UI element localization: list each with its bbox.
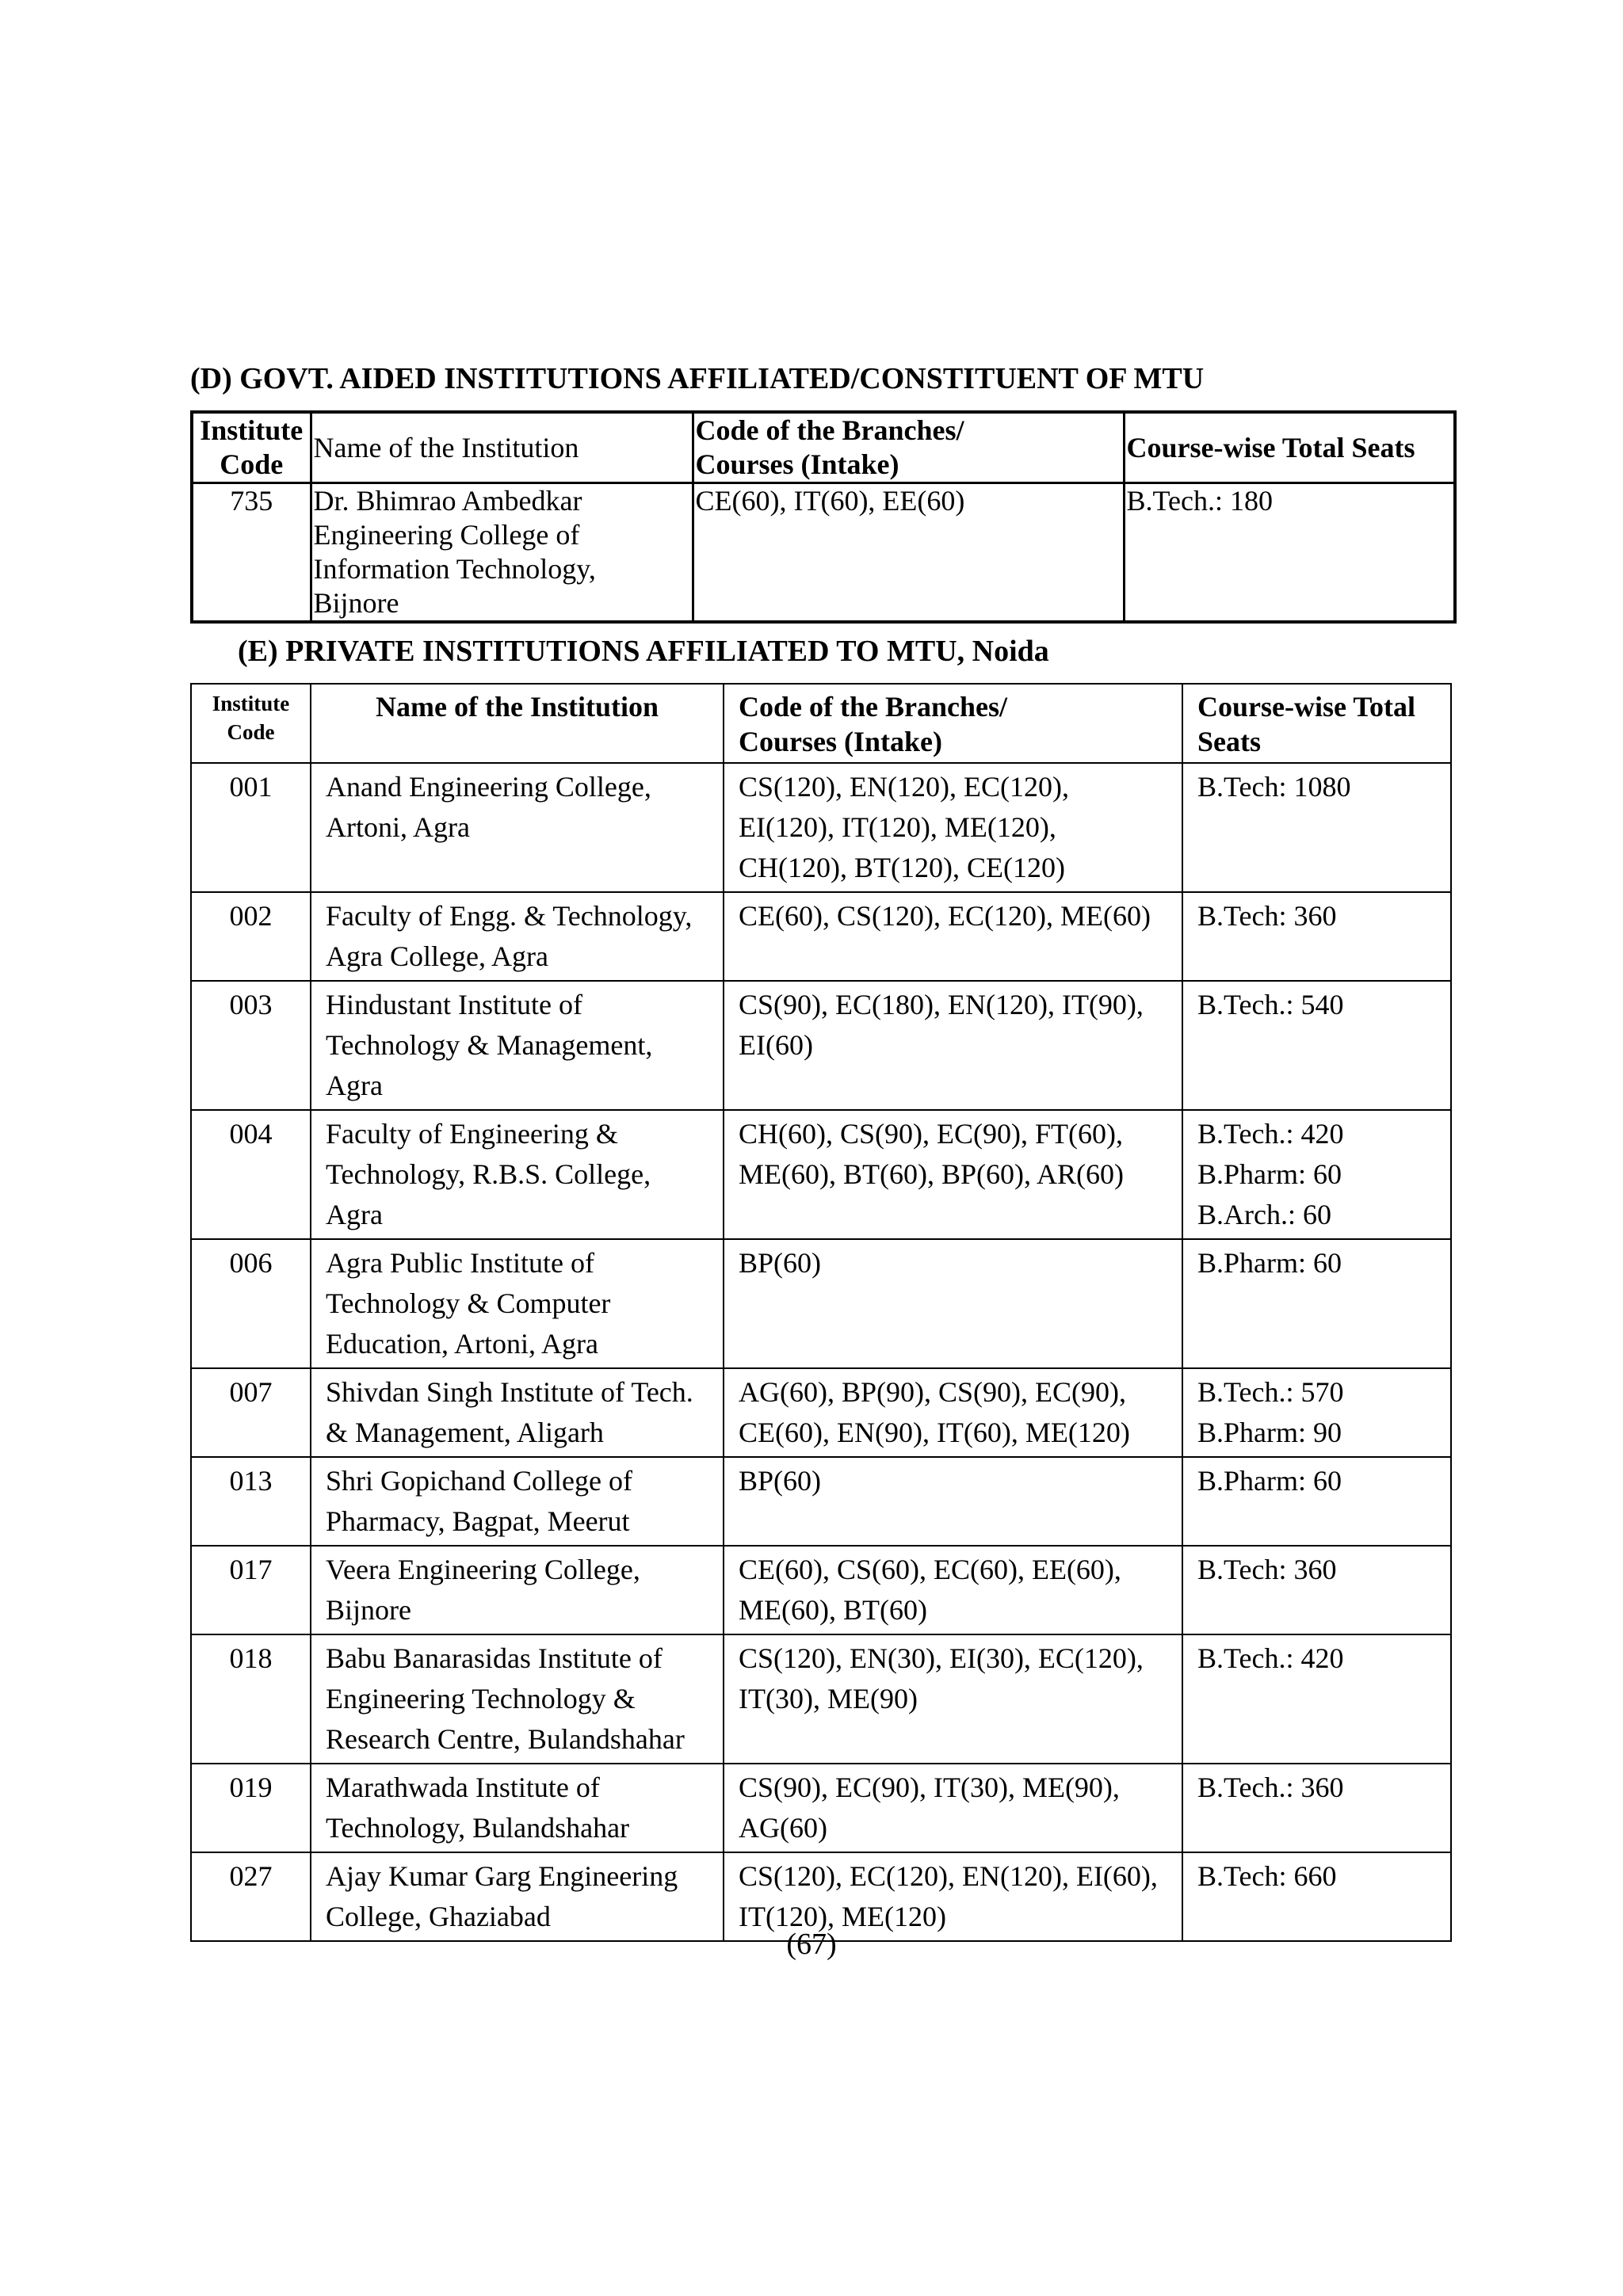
cell-line: CS(120), EN(30), EI(30), EC(120), [739,1642,1144,1674]
total-seats-cell [1182,1457,1451,1546]
institute-code-cell: 004 [191,1110,311,1239]
header-line: Courses (Intake) [695,448,899,480]
cell-line: Technology & Management, [326,1029,653,1061]
total-seats-cell [1182,1546,1451,1634]
govt-aided-institutions-table [190,410,1457,624]
header-total-seats: Course-wise Total Seats [1124,412,1455,483]
cell-line: Technology, R.B.S. College, [326,1158,651,1190]
branch-codes-cell [724,1457,1182,1546]
institute-code-cell: 003 [191,981,311,1110]
cell-line: Information Technology, [313,553,596,585]
header-branch-codes [724,684,1182,763]
cell-line: Marathwada Institute of [326,1772,600,1803]
institution-name-cell [311,1239,724,1368]
cell-line: Artoni, Agra [326,811,470,843]
branch-codes-cell [724,892,1182,981]
cell-line: Hindustant Institute of [326,989,582,1020]
institute-code-cell: 007 [191,1368,311,1457]
table-header-row [192,412,1455,483]
cell-line: Bijnore [326,1594,411,1626]
cell-line: Technology & Computer [326,1287,611,1319]
institution-name-cell [311,1634,724,1764]
cell-line: B.Tech.: 420 [1197,1642,1344,1674]
institution-name-cell [311,1368,724,1457]
total-seats-cell [1182,763,1451,892]
header-line: Institute [200,414,304,446]
cell-line: Babu Banarasidas Institute of [326,1642,663,1674]
cell-line: B.Tech.: 360 [1197,1772,1344,1803]
institution-name-cell [311,1457,724,1546]
cell-line: & Management, Aligarh [326,1417,604,1448]
cell-line: CH(120), BT(120), CE(120) [739,852,1065,883]
table-row [191,1239,1451,1368]
cell-line: B.Tech: 660 [1197,1860,1337,1892]
cell-line: CH(60), CS(90), EC(90), FT(60), [739,1118,1123,1150]
header-line: Institute [212,692,290,715]
header-line: Code [227,720,275,744]
header-line: Courses (Intake) [739,726,942,757]
branch-codes-cell [724,1634,1182,1764]
institute-code-cell: 002 [191,892,311,981]
total-seats-cell [1182,981,1451,1110]
table-row [191,1110,1451,1239]
header-total-seats [1182,684,1451,763]
total-seats-cell [1182,892,1451,981]
cell-line: Technology, Bulandshahar [326,1812,630,1844]
cell-line: B.Tech: 1080 [1197,771,1351,803]
header-line: Code of the Branches/ [739,691,1007,723]
institution-name-cell [311,1546,724,1634]
institute-code-cell: 018 [191,1634,311,1764]
institute-code-cell: 006 [191,1239,311,1368]
institute-code-cell: 735 [192,483,311,623]
total-seats-cell [1182,1368,1451,1457]
cell-line: College, Ghaziabad [326,1901,551,1932]
cell-line: AG(60) [739,1812,827,1844]
cell-line: AG(60), BP(90), CS(90), EC(90), [739,1376,1126,1408]
cell-line: CS(120), EN(120), EC(120), [739,771,1069,803]
cell-line: B.Pharm: 60 [1197,1465,1342,1497]
cell-line: BP(60) [739,1465,822,1497]
institution-name-cell [311,483,693,623]
institute-code-cell: 013 [191,1457,311,1546]
table-row [191,1546,1451,1634]
header-institute-code [191,684,311,763]
header-institution-name: Name of the Institution [311,412,693,483]
header-line: Seats [1197,726,1261,757]
cell-line: ME(60), BT(60) [739,1594,927,1626]
cell-line: B.Arch.: 60 [1197,1199,1331,1230]
header-institution-name: Name of the Institution [311,684,724,763]
total-seats-cell [1182,1634,1451,1764]
table-row [191,892,1451,981]
institution-name-cell [311,1764,724,1852]
header-line: Code [220,448,284,480]
table-row [191,763,1451,892]
total-seats-cell [1124,483,1455,623]
branch-codes-cell [724,1546,1182,1634]
cell-line: Engineering Technology & [326,1683,636,1714]
institution-name-cell [311,892,724,981]
page-number: (67) [786,1928,837,1961]
cell-line: CS(120), EC(120), EN(120), EI(60), [739,1860,1158,1892]
table-row [191,1634,1451,1764]
cell-line: B.Pharm: 60 [1197,1247,1342,1279]
cell-line: Shri Gopichand College of [326,1465,632,1497]
cell-line: B.Tech: 360 [1197,900,1337,932]
cell-line: CS(90), EC(180), EN(120), IT(90), [739,989,1144,1020]
cell-line: Faculty of Engg. & Technology, [326,900,693,932]
cell-line: Engineering College of [313,519,580,551]
cell-line: EI(120), IT(120), ME(120), [739,811,1056,843]
cell-line: EI(60) [739,1029,813,1061]
table-header-row [191,684,1451,763]
cell-line: Agra Public Institute of [326,1247,594,1279]
institute-code-cell: 001 [191,763,311,892]
table-row [191,1368,1451,1457]
total-seats-cell [1182,1110,1451,1239]
cell-line: IT(30), ME(90) [739,1683,918,1714]
institution-name-cell [311,1110,724,1239]
cell-line: ME(60), BT(60), BP(60), AR(60) [739,1158,1124,1190]
cell-line: Education, Artoni, Agra [326,1328,598,1360]
cell-line: CE(60), CS(60), EC(60), EE(60), [739,1554,1121,1585]
section-e-title: (E) PRIVATE INSTITUTIONS AFFILIATED TO MTU, Noida [238,635,1049,668]
header-institute-code [192,412,311,483]
cell-line: B.Tech.: 420 [1197,1118,1344,1150]
cell-line: Research Centre, Bulandshahar [326,1723,685,1755]
cell-line: CE(60), EN(90), IT(60), ME(120) [739,1417,1130,1448]
cell-line: Agra [326,1199,383,1230]
header-branch-codes [693,412,1124,483]
branch-codes-cell [724,1239,1182,1368]
branch-codes-cell [724,1764,1182,1852]
institute-code-cell: 017 [191,1546,311,1634]
total-seats-cell [1182,1764,1451,1852]
cell-line: BP(60) [739,1247,822,1279]
cell-line: Faculty of Engineering & [326,1118,618,1150]
cell-line: B.Pharm: 90 [1197,1417,1342,1448]
cell-line: B.Tech.: 540 [1197,989,1344,1020]
institute-code-cell: 027 [191,1852,311,1941]
branch-codes-cell [693,483,1124,623]
cell-line: B.Pharm: 60 [1197,1158,1342,1190]
branch-codes-cell [724,981,1182,1110]
cell-line: B.Tech.: 570 [1197,1376,1344,1408]
cell-line: Anand Engineering College, [326,771,651,803]
private-institutions-table [190,683,1452,1942]
institution-name-cell [311,763,724,892]
table-row [191,1764,1451,1852]
cell-line: Agra [326,1070,383,1101]
branch-codes-cell [724,763,1182,892]
branch-codes-cell [724,1110,1182,1239]
cell-line: Agra College, Agra [326,940,548,972]
header-line: Course-wise Total [1197,691,1416,723]
table-row [191,1457,1451,1546]
cell-line: B.Tech.: 180 [1126,485,1273,517]
cell-line: Pharmacy, Bagpat, Meerut [326,1505,630,1537]
section-d-title: (D) GOVT. AIDED INSTITUTIONS AFFILIATED/CONSTITUENT OF MTU [190,362,1205,395]
cell-line: B.Tech: 360 [1197,1554,1337,1585]
cell-line: Veera Engineering College, [326,1554,640,1585]
cell-line: CS(90), EC(90), IT(30), ME(90), [739,1772,1120,1803]
cell-line: Shivdan Singh Institute of Tech. [326,1376,693,1408]
cell-line: Bijnore [313,587,399,619]
institute-code-cell: 019 [191,1764,311,1852]
table-row [192,483,1455,623]
cell-line: Ajay Kumar Garg Engineering [326,1860,678,1892]
total-seats-cell [1182,1239,1451,1368]
cell-line: CE(60), IT(60), EE(60) [695,485,965,517]
branch-codes-cell [724,1368,1182,1457]
header-line: Code of the Branches/ [695,414,964,446]
institution-name-cell [311,981,724,1110]
cell-line: CE(60), CS(120), EC(120), ME(60) [739,900,1151,932]
table-row [191,981,1451,1110]
cell-line: IT(120), ME(120) [739,1901,946,1932]
cell-line: Dr. Bhimrao Ambedkar [313,485,582,517]
